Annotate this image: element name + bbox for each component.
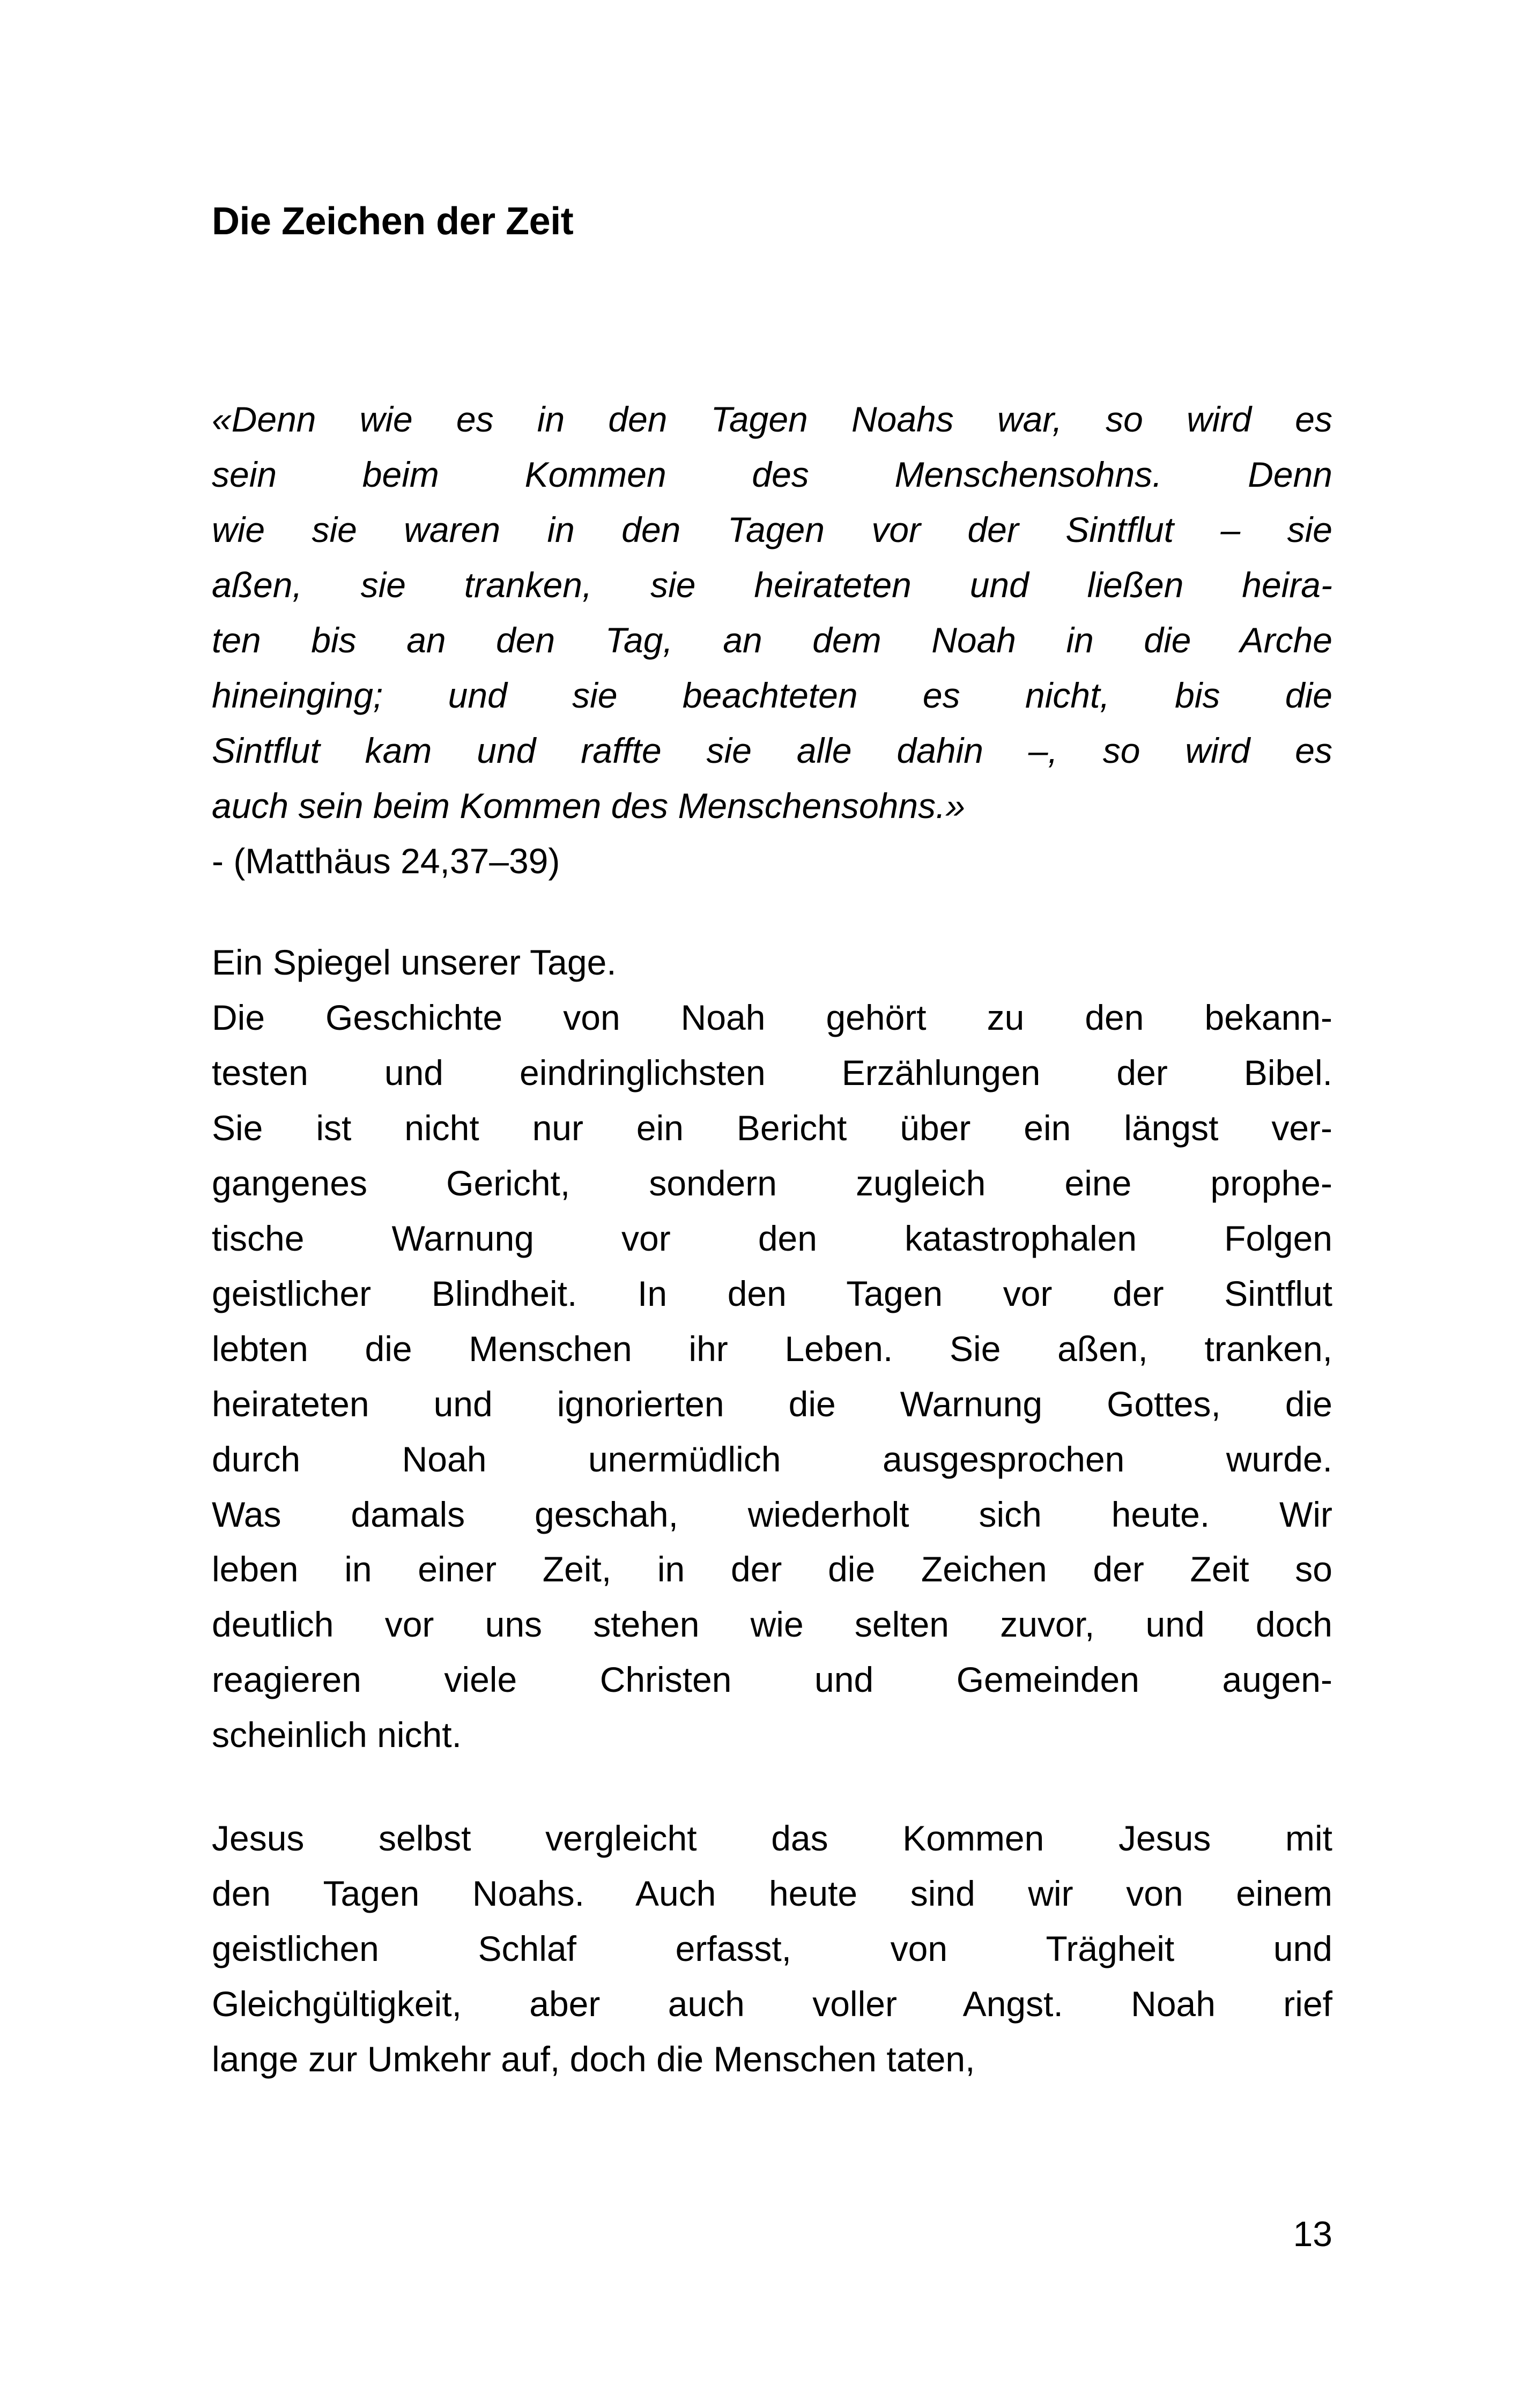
- paragraph-line: reagieren viele Christen und Gemeinden augen-: [212, 1660, 1332, 1700]
- paragraph-line: Jesus selbst vergleicht das Kommen Jesus mit: [212, 1818, 1332, 1859]
- paragraph-line: deutlich vor uns stehen wie selten zuvor, und doch: [212, 1604, 1332, 1645]
- paragraph-line: lebten die Menschen ihr Leben. Sie aßen, tranken,: [212, 1328, 1332, 1369]
- quote-line: Sintflut kam und raffte sie alle dahin –, so wird es: [212, 731, 1332, 771]
- paragraph-line: heirateten und ignorierten die Warnung Gottes, die: [212, 1384, 1332, 1424]
- paragraph-line: Ein Spiegel unserer Tage.: [212, 942, 617, 982]
- paragraph-line: Sie ist nicht nur ein Bericht über ein längst ver-: [212, 1108, 1332, 1148]
- paragraph-1: [212, 935, 1332, 1763]
- quote-line: auch sein beim Kommen des Menschensohns.»: [212, 786, 966, 826]
- paragraph-line: Gleichgültigkeit, aber auch voller Angst. Noah rief: [212, 1984, 1332, 2024]
- paragraph-line: gangenes Gericht, sondern zugleich eine prophe-: [212, 1163, 1332, 1203]
- quote-line: wie sie waren in den Tagen vor der Sintflut – sie: [212, 510, 1332, 550]
- scripture-quote: [212, 392, 1332, 834]
- paragraph-line: geistlicher Blindheit. In den Tagen vor der Sintflut: [212, 1273, 1332, 1313]
- paragraph-line: den Tagen Noahs. Auch heute sind wir von einem: [212, 1874, 1332, 1914]
- quote-line: sein beim Kommen des Menschensohns. Denn: [212, 455, 1332, 495]
- paragraph-line: Die Geschichte von Noah gehört zu den bekann-: [212, 997, 1332, 1037]
- paragraph-line: durch Noah unermüdlich ausgesprochen wurde.: [212, 1439, 1332, 1479]
- paragraph-line: geistlichen Schlaf erfasst, von Trägheit und: [212, 1929, 1332, 1969]
- paragraph-line: leben in einer Zeit, in der die Zeichen der Zeit so: [212, 1549, 1332, 1589]
- page-number: 13: [1293, 2214, 1332, 2254]
- quote-line: aßen, sie tranken, sie heirateten und ließen heira-: [212, 565, 1332, 605]
- quote-line: ten bis an den Tag, an dem Noah in die Arche: [212, 620, 1332, 660]
- quote-line: «Denn wie es in den Tagen Noahs war, so wird es: [212, 399, 1332, 440]
- paragraph-2: [212, 1811, 1332, 2087]
- paragraph-line: scheinlich nicht.: [212, 1715, 462, 1755]
- quote-attribution: - (Matthäus 24,37–39): [212, 841, 560, 881]
- page-title: Die Zeichen der Zeit: [212, 200, 574, 243]
- paragraph-line: Was damals geschah, wiederholt sich heute. Wir: [212, 1494, 1332, 1534]
- page-content: [212, 198, 1332, 2087]
- paragraph-line: lange zur Umkehr auf, doch die Menschen taten,: [212, 2039, 975, 2079]
- paragraph-line: tische Warnung vor den katastrophalen Folgen: [212, 1218, 1332, 1258]
- quote-line: hineinging; und sie beachteten es nicht, bis die: [212, 675, 1332, 716]
- paragraph-line: testen und eindringlichsten Erzählungen der Bibel.: [212, 1052, 1332, 1092]
